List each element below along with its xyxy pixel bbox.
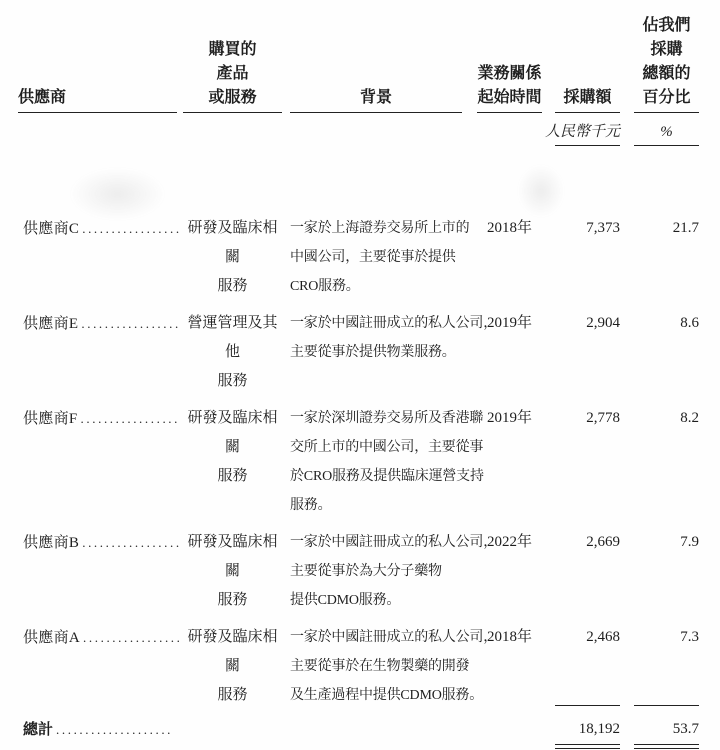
header-text-line: 總額的 bbox=[642, 65, 691, 82]
percent-cell: 7.3 bbox=[680, 629, 699, 645]
header-text-line: 起始時間 bbox=[477, 89, 542, 106]
table-header bbox=[18, 14, 702, 113]
text-line: 中國公司，主要從事於提供 bbox=[290, 250, 456, 265]
supplier-name: 供應商C bbox=[23, 221, 80, 237]
total-row bbox=[18, 705, 702, 749]
header-relationship bbox=[477, 62, 542, 113]
year-cell: 2018年 bbox=[486, 220, 532, 236]
header-text-line: 或服務 bbox=[208, 89, 257, 106]
amount-cell: 2,904 bbox=[586, 315, 620, 331]
table-row-supplier-b bbox=[18, 528, 702, 623]
text-line: 服務 bbox=[217, 687, 248, 703]
total-percent-cell bbox=[634, 705, 699, 749]
header-text-line: 採購額 bbox=[563, 89, 612, 106]
dot-leader: .................... bbox=[56, 722, 174, 737]
supplier-name: 供應商F bbox=[23, 411, 78, 427]
total-label: 總計 bbox=[23, 722, 54, 738]
text-line: 一家於深圳證券交易所及香港聯 bbox=[290, 411, 484, 426]
dot-leader: ................. bbox=[82, 221, 182, 236]
total-percent: 53.7 bbox=[672, 721, 699, 737]
text-line: CRO服務。 bbox=[290, 279, 360, 294]
percent-cell: 8.2 bbox=[680, 410, 699, 426]
dot-leader: ................. bbox=[83, 630, 183, 645]
year-cell: 2019年 bbox=[486, 315, 532, 331]
year-cell: 2019年 bbox=[486, 410, 532, 426]
background-cell bbox=[290, 404, 484, 520]
text-line: 服務 bbox=[217, 373, 248, 389]
text-line: 服務。 bbox=[290, 498, 332, 513]
year-cell: 2022年 bbox=[486, 534, 532, 550]
table-row-supplier-f bbox=[18, 404, 702, 528]
header-text-line: 業務關係 bbox=[477, 65, 542, 82]
header-amount bbox=[555, 86, 620, 113]
dot-leader: ................. bbox=[81, 316, 181, 331]
background-cell bbox=[290, 309, 497, 396]
amount-cell: 2,669 bbox=[586, 534, 620, 550]
header-supplier bbox=[18, 86, 177, 113]
double-rule bbox=[634, 744, 699, 749]
header-text-line: 購買的 bbox=[208, 41, 257, 58]
table-body bbox=[18, 214, 702, 718]
table-row-supplier-e bbox=[18, 309, 702, 404]
total-amount: 18,192 bbox=[578, 721, 620, 737]
header-background bbox=[290, 86, 462, 113]
text-line: 交所上市的中國公司，主要從事 bbox=[290, 440, 484, 455]
text-line: 提供CDMO服務。 bbox=[290, 593, 401, 608]
amount-cell: 2,778 bbox=[586, 410, 620, 426]
text-line: 服務 bbox=[217, 278, 248, 294]
year-cell: 2018年 bbox=[486, 629, 532, 645]
background-cell bbox=[290, 623, 497, 710]
percent-cell: 21.7 bbox=[672, 220, 699, 236]
background-cell bbox=[290, 214, 470, 301]
supplier-cell bbox=[18, 214, 182, 301]
header-text-line: 採購 bbox=[650, 41, 683, 58]
percent-cell: 7.9 bbox=[680, 534, 699, 550]
header-text-line: 產品 bbox=[216, 65, 249, 82]
text-line: 主要從事於提供物業服務。 bbox=[290, 345, 456, 360]
header-text-line: 供應商 bbox=[18, 89, 67, 106]
amount-cell: 2,468 bbox=[586, 629, 620, 645]
background-cell bbox=[290, 528, 497, 615]
text-line: 研發及臨床相關 bbox=[187, 410, 278, 455]
text-line: 研發及臨床相關 bbox=[187, 220, 278, 265]
text-line: 一家於中國註冊成立的私人公司， bbox=[290, 630, 497, 645]
table-subheader bbox=[18, 113, 702, 146]
products-cell bbox=[183, 528, 282, 615]
text-line: 主要從事於為大分子藥物 bbox=[290, 564, 442, 579]
supplier-cell bbox=[18, 404, 180, 520]
scan-artifact bbox=[70, 168, 165, 220]
text-line: 服務 bbox=[217, 592, 248, 608]
header-products bbox=[183, 38, 282, 113]
text-line: 服務 bbox=[217, 468, 248, 484]
text-line: 主要從事於在生物製藥的開發 bbox=[290, 659, 470, 674]
double-rule bbox=[555, 744, 620, 749]
supplier-cell bbox=[18, 528, 182, 615]
header-text-line: 佔我們 bbox=[642, 17, 691, 34]
text-line: 於CRO服務及提供臨床運營支持 bbox=[290, 469, 484, 484]
text-line: 營運管理及其他 bbox=[187, 315, 278, 360]
text-line: 研發及臨床相關 bbox=[187, 629, 278, 674]
supplier-name: 供應商A bbox=[23, 630, 81, 646]
text-line: 一家於中國註冊成立的私人公司， bbox=[290, 535, 497, 550]
percent-cell: 8.6 bbox=[680, 315, 699, 331]
scan-artifact bbox=[518, 165, 564, 217]
total-label-cell bbox=[18, 719, 177, 749]
products-cell bbox=[183, 404, 282, 520]
header-percent bbox=[634, 14, 699, 113]
amount-unit-label: 人民幣千元 bbox=[555, 113, 620, 146]
header-text-line: 百分比 bbox=[642, 89, 691, 106]
table-row-supplier-c bbox=[18, 214, 702, 309]
text-line: 一家於中國註冊成立的私人公司， bbox=[290, 316, 497, 331]
supplier-name: 供應商E bbox=[23, 316, 79, 332]
text-line: 及生產過程中提供CDMO服務。 bbox=[290, 688, 484, 703]
dot-leader: ................. bbox=[82, 535, 182, 550]
total-amount-cell bbox=[555, 705, 620, 749]
text-line: 一家於上海證券交易所上市的 bbox=[290, 221, 470, 236]
table-row-supplier-a bbox=[18, 623, 702, 718]
supplier-name: 供應商B bbox=[23, 535, 80, 551]
products-cell bbox=[183, 309, 282, 396]
products-cell bbox=[183, 623, 282, 710]
text-line: 研發及臨床相關 bbox=[187, 534, 278, 579]
supplier-cell bbox=[18, 309, 181, 396]
header-text-line: 背景 bbox=[359, 89, 392, 106]
products-cell bbox=[183, 214, 282, 301]
dot-leader: ................. bbox=[80, 411, 180, 426]
percent-unit-label: % bbox=[634, 113, 699, 146]
supplier-cell bbox=[18, 623, 183, 710]
amount-cell: 7,373 bbox=[586, 220, 620, 236]
